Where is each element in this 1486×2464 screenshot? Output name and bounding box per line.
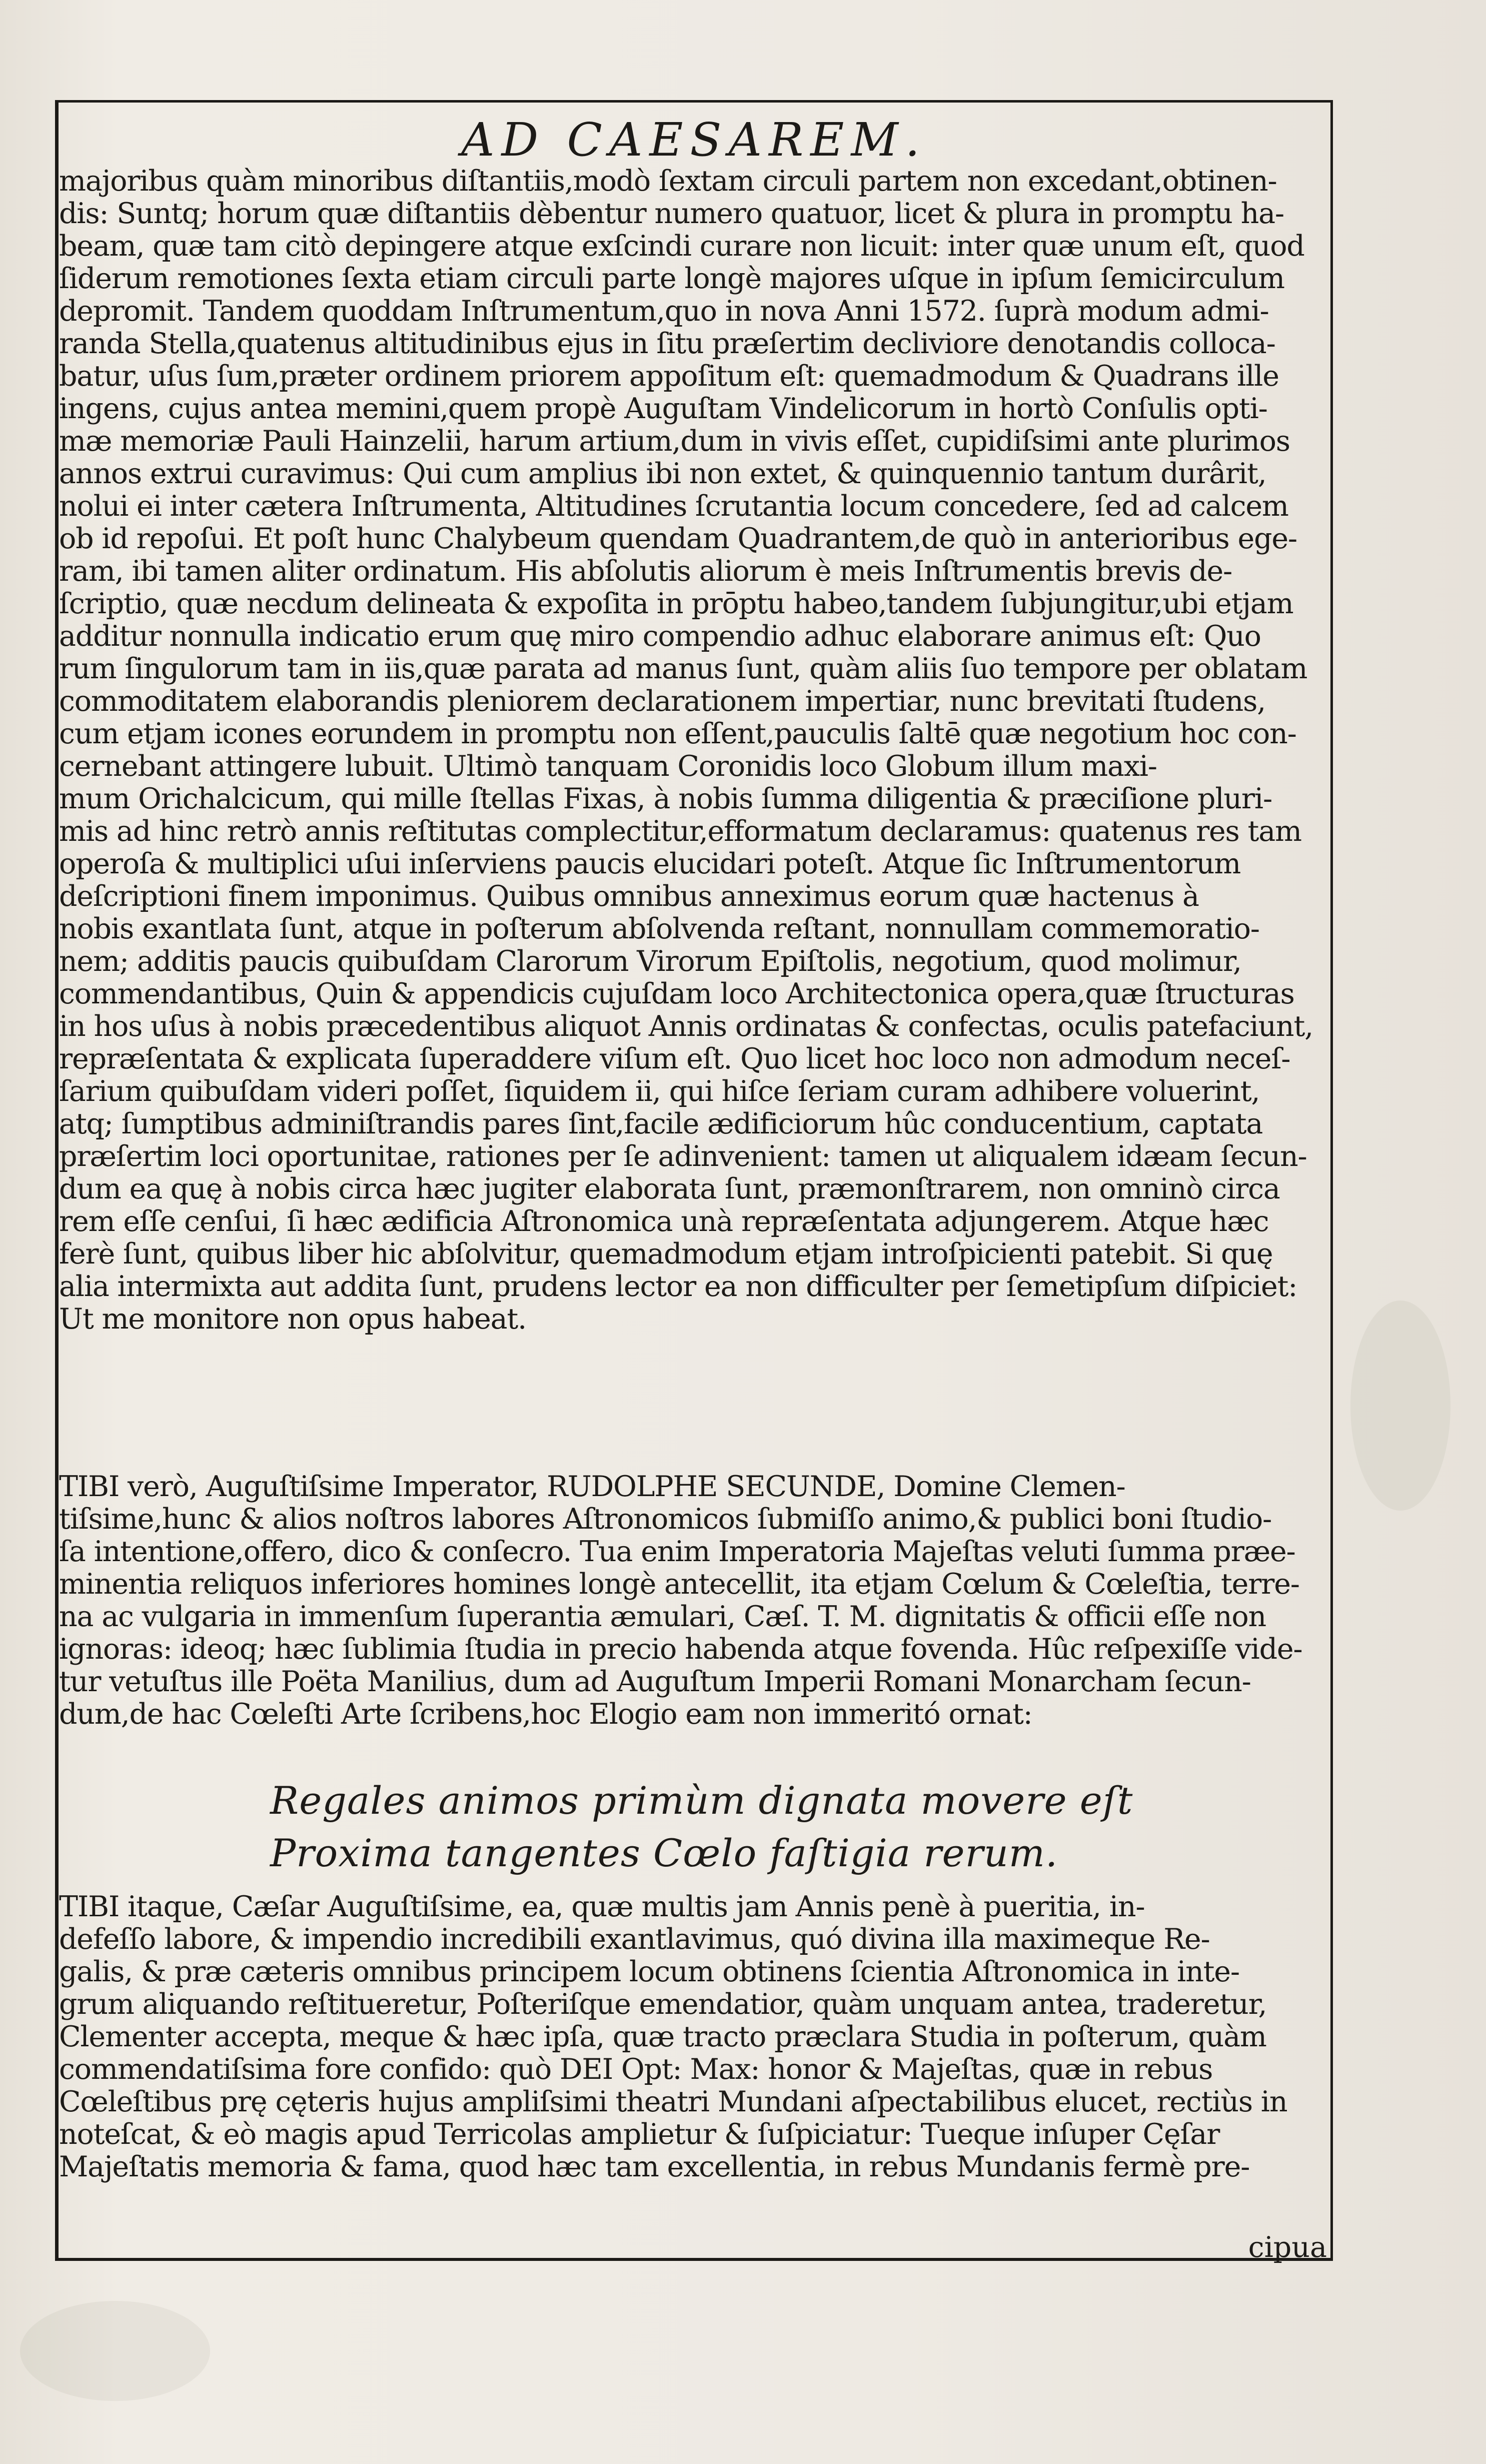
text-line: beam, quæ tam citò depingere atque exſcindi curare non licuit: inter quæ unum eſt, quod <box>59 230 1304 263</box>
text-line: cum etjam icones eorundem in promptu non eſſent,pauculis ſaltē quæ negotium hoc con- <box>59 718 1296 750</box>
text-line: minentia reliquos inferiores homines longè antecellit, ita etjam Cœlum & Cœleſtia, terre- <box>59 1568 1299 1601</box>
text-line: noteſcat, & eò magis apud Terricolas amplietur & ſuſpiciatur: Tueque inſuper Cęſar <box>59 2118 1220 2151</box>
text-line: præſertim loci oportunitae, rationes per ſe adinvenient: tamen ut aliqualem idæam ſecun- <box>59 1140 1307 1173</box>
text-line: additur nonnulla indicatio erum quę miro compendio adhuc elaborare animus eſt: Quo <box>59 620 1261 653</box>
text-line: commendatiſsima fore confido: quò DEI Opt: Max: honor & Majeſtas, quæ in rebus <box>59 2053 1213 2086</box>
text-line: in hos uſus à nobis præcedentibus aliquot Annis ordinatas & confectas, oculis patefaciunt, <box>59 1010 1313 1043</box>
text-line: tur vetuſtus ille Poëta Manilius, dum ad Auguſtum Imperii Romani Monarcham ſecun- <box>59 1666 1251 1698</box>
text-line: mis ad hinc retrò annis reſtitutas complectitur,efformatum declaramus: quatenus res tam <box>59 815 1301 848</box>
verse-line-2: Proxima tangentes Cœlo faſtigia rerum. <box>270 1831 1058 1875</box>
text-line: ferè ſunt, quibus liber hic abſolvitur, quemadmodum etjam introſpicienti patebit. Si quę <box>59 1238 1273 1271</box>
text-line: grum aliquando reſtitueretur, Poſteriſque emendatior, quàm unquam antea, traderetur, <box>59 1988 1267 2021</box>
text-line: ram, ibi tamen aliter ordinatum. His abſolutis aliorum è meis Inſtrumentis brevis de- <box>59 555 1232 588</box>
main-paragraph <box>59 165 1329 1336</box>
text-line: defeſſo labore, & impendio incredibili exantlavimus, quó divina illa maximeque Re- <box>59 1923 1210 1956</box>
text-line: majoribus quàm minoribus diſtantiis,modò ſextam circuli partem non excedant,obtinen- <box>59 165 1277 198</box>
text-line: alia intermixta aut addita ſunt, prudens lector ea non difficulter per ſemetipſum diſpiciet: <box>59 1271 1297 1303</box>
text-line: nem; additis paucis quibuſdam Clarorum Virorum Epiſtolis, negotium, quod molimur, <box>59 945 1241 978</box>
text-line: dum ea quę à nobis circa hæc jugiter elaborata ſunt, præmonſtrarem, non omninò circa <box>59 1173 1280 1205</box>
text-line: commendantibus, Quin & appendicis cujuſdam loco Architectonica opera,quæ ſtructuras <box>59 978 1294 1010</box>
text-line: ſiderum remotiones ſexta etiam circuli parte longè majores uſque in ipſum ſemicirculum <box>59 263 1284 295</box>
text-line: rem eſſe cenſui, ſi hæc ædificia Aſtronomica unà repræſentata adjungerem. Atque hæc <box>59 1205 1269 1238</box>
text-line: Clementer accepta, meque & hæc ipſa, quæ tracto præclara Studia in poſterum, quàm <box>59 2021 1266 2053</box>
text-line: ſa intentione,offero, dico & conſecro. Tua enim Imperatoria Majeſtas veluti ſumma præe- <box>59 1536 1295 1568</box>
text-line: ſcriptio, quæ necdum delineata & expoſita in prōptu habeo,tandem ſubjungitur,ubi etjam <box>59 588 1293 620</box>
text-line: rum ſingulorum tam in iis,quæ parata ad manus ſunt, quàm aliis ſuo tempore per oblatam <box>59 653 1307 685</box>
verse-line-1: Regales animos primùm dignata movere eſt <box>270 1778 1133 1823</box>
text-line: Ut me monitore non opus habeat. <box>59 1303 527 1336</box>
text-line: Cœleſtibus prę cęteris hujus ampliſsimi theatri Mundani aſpectabilibus elucet, rectiùs in <box>59 2086 1287 2118</box>
dedication-paragraph <box>59 1471 1329 1731</box>
text-line: mæ memoriæ Pauli Hainzelii, harum artium,dum in vivis eſſet, cupidiſsimi ante plurimos <box>59 425 1290 458</box>
text-line: TIBI verò, Auguſtiſsime Imperator, RUDOLPHE SECUNDE, Domine Clemen- <box>59 1471 1125 1503</box>
text-line: tiſsime,hunc & alios noſtros labores Aſtronomicos ſubmiſſo animo,& publici boni ſtudio- <box>59 1503 1272 1536</box>
text-line: galis, & præ cæteris omnibus principem locum obtinens ſcientia Aſtronomica in inte- <box>59 1956 1239 1988</box>
text-line: commoditatem elaborandis pleniorem declarationem impertiar, nunc brevitati ſtudens, <box>59 685 1266 718</box>
text-line: dum,de hac Cœleſti Arte ſcribens,hoc Elogio eam non immeritó ornat: <box>59 1698 1032 1731</box>
text-line: repræſentata & explicata ſuperaddere viſum eſt. Quo licet hoc loco non admodum neceſ- <box>59 1043 1290 1075</box>
text-line: nolui ei inter cætera Inſtrumenta, Altitudines ſcrutantia locum concedere, ſed ad calcem <box>59 490 1288 523</box>
final-paragraph <box>59 1891 1329 2183</box>
text-line: atq; ſumptibus adminiſtrandis pares ſint,facile ædificiorum hûc conducentium, captata <box>59 1108 1263 1140</box>
text-line: ob id repoſui. Et poſt hunc Chalybeum quendam Quadrantem,de quò in anterioribus ege- <box>59 523 1297 555</box>
catchword: cipua <box>1248 2231 1327 2264</box>
text-line: Majeſtatis memoria & fama, quod hæc tam excellentia, in rebus Mundanis fermè pre- <box>59 2151 1250 2183</box>
text-line: ignoras: ideoq; hæc ſublimia ſtudia in precio habenda atque fovenda. Hûc reſpexiſſe vide- <box>59 1633 1302 1666</box>
text-line: batur, uſus ſum,præter ordinem priorem appoſitum eſt: quemadmodum & Quadrans ille <box>59 360 1279 393</box>
text-line: depromit. Tandem quoddam Inſtrumentum,quo in nova Anni 1572. ſuprà modum admi- <box>59 295 1269 328</box>
text-line: mum Orichalcicum, qui mille ſtellas Fixas, à nobis ſumma diligentia & præciſione pluri- <box>59 783 1272 815</box>
text-line: TIBI itaque, Cæſar Auguſtiſsime, ea, quæ multis jam Annis penè à pueritia, in- <box>59 1891 1145 1923</box>
text-line: ſarium quibuſdam videri poſſet, ſiquidem ii, qui hiſce ſeriam curam adhibere voluerint, <box>59 1075 1260 1108</box>
text-line: ingens, cujus antea memini,quem propè Auguſtam Vindelicorum in hortò Conſulis opti- <box>59 393 1267 425</box>
text-line: na ac vulgaria in immenſum ſuperantia æmulari, Cæſ. T. M. dignitatis & officii eſſe non <box>59 1601 1266 1633</box>
running-head: AD CAESAREM. <box>461 113 927 167</box>
paper-stain <box>20 2301 210 2401</box>
text-line: dis: Suntq; horum quæ diſtantiis dèbentur numero quatuor, licet & plura in promptu ha- <box>59 198 1284 230</box>
text-line: deſcriptioni finem imponimus. Quibus omnibus anneximus eorum quæ hactenus à <box>59 880 1199 913</box>
text-line: annos extrui curavimus: Qui cum amplius ibi non extet, & quinquennio tantum durârit, <box>59 458 1266 490</box>
text-line: operoſa & multiplici uſui inſerviens paucis elucidari poteſt. Atque ſic Inſtrumentorum <box>59 848 1241 880</box>
text-line: randa Stella,quatenus altitudinibus ejus in ſitu præſertim decliviore denotandis colloca- <box>59 328 1275 360</box>
text-line: cernebant attingere lubuit. Ultimò tanquam Coronidis loco Globum illum maxi- <box>59 750 1157 783</box>
text-line: nobis exantlata ſunt, atque in poſterum abſolvenda reſtant, nonnullam commemoratio- <box>59 913 1259 945</box>
paper-stain <box>1350 1301 1450 1511</box>
